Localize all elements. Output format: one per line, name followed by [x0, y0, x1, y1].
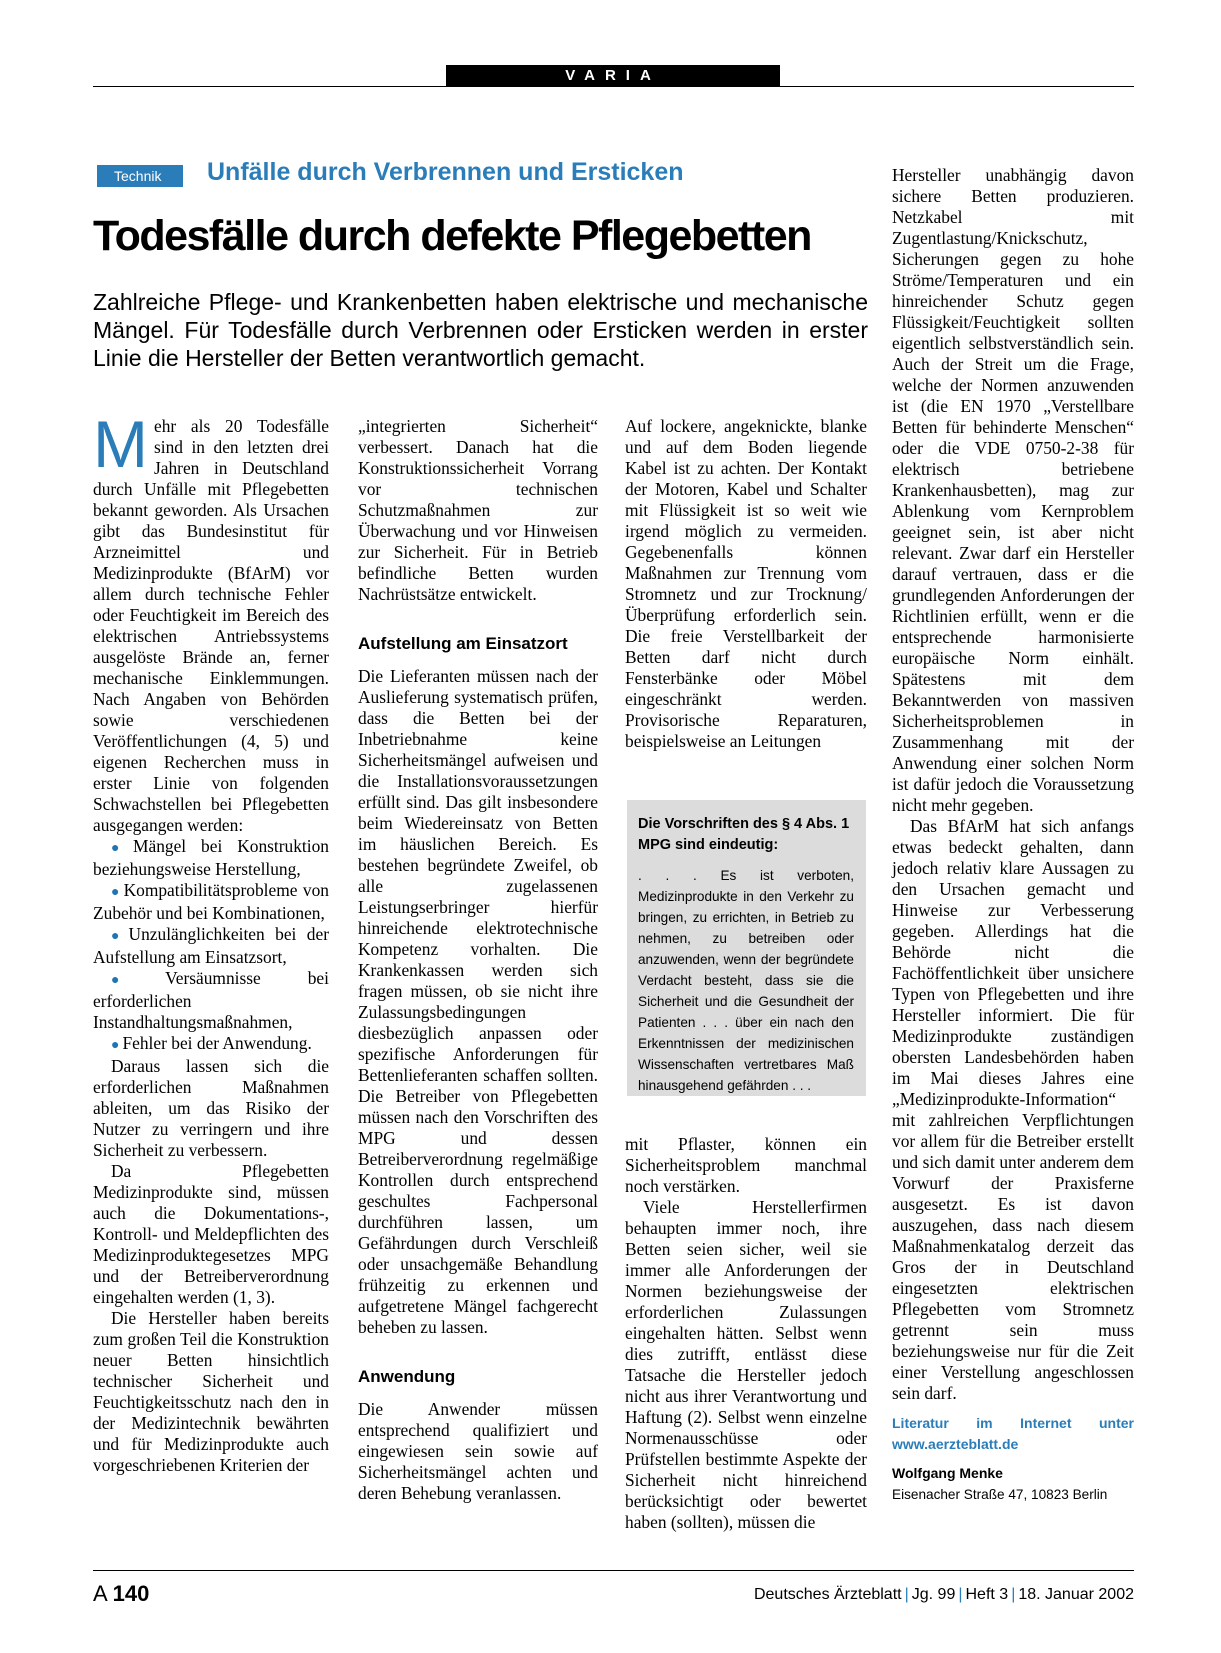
paragraph: „integrierten Sicherheit“ verbessert. Danach hat die Konstruktionssicherheit Vorrang vor technischen Schutzmaßnahmen zur Überwachung und vor Hinweisen zur Sicherheit. Für in Betrieb befindliche Betten wurden Nachrüstsätze entwickelt. [358, 416, 598, 604]
bullet-item: ● Versäumnisse bei erforderlichen Instandhaltungsmaßnahmen, [93, 968, 329, 1032]
bullet-icon: ● [111, 973, 163, 988]
paragraph: Das BfArM hat sich anfangs etwas bedeckt gehalten, dann jedoch relativ klare Aussagen zu den Ursachen gemacht und Hinweise zur Verbesserung gegeben. Allerdings hat die Behörde nicht die Fachöffentlichkeit über unsichere Typen von Pflegebetten und ihre Hersteller informiert. Die für Medizinprodukte zuständigen obersten Landesbehörden haben im Mai dieses Jahres eine „Medizinprodukte-Information“ mit zahlreichen Verpflichtungen vor allem für die Betreiber erstellt und sich damit unter anderem dem Vorwurf der Praxisferne ausgesetzt. Es ist davon auszugehen, dass nach diesem Maßnahmenkatalog derzeit das Gros der in Deutschland eingesetzten elektrischen Pflegebetten vom Stromnetz getrennt sein muss beziehungsweise nur für die Zeit einer Verstellung angeschlossen sein darf. [892, 816, 1134, 1403]
bullet-item: ● Unzulänglichkeiten bei der Aufstellung am Einsatzsort, [93, 924, 329, 967]
headline: Todesfälle durch defekte Pflegebetten [93, 212, 811, 260]
lead-paragraph: Zahlreiche Pflege- und Krankenbetten haben elektrische und mechanische Mängel. Für Todesfälle durch Verbrennen oder Ersticken werden in erster Linie die Hersteller der Betten verantwortlich gemacht. [93, 289, 868, 371]
column-2 [358, 416, 598, 1504]
rubric-badge: Technik [97, 165, 183, 187]
page-number: A 140 [93, 1581, 150, 1606]
paragraph: Auf lockere, angeknickte, blanke und auf dem Boden liegende Kabel ist zu achten. Der Kontakt der Motoren, Kabel und Schalter mit Flüssigkeit ist so weit wie irgend möglich zu vermeiden. Gegebenenfalls können Maßnahmen zur Trennung vom Stromnetz und zur Trocknung/Überprüfung erforderlich sein. Die freie Verstellbarkeit der Betten darf nicht durch Fensterbänke oder Möbel eingeschränkt werden. Provisorische Reparaturen, beispielsweise an Leitungen [625, 416, 867, 751]
info-box [627, 800, 866, 1096]
paragraph: mit Pflaster, können ein Sicherheitsproblem manchmal noch verstärken. [625, 1134, 867, 1196]
literature-link[interactable]: Literatur im Internet unter www.aerzteblatt.de [892, 1415, 1134, 1452]
journal-issue: Heft 3 [965, 1586, 1009, 1603]
subheading: Aufstellung am Einsatzort [358, 634, 568, 653]
bullet-icon: ● [111, 841, 131, 856]
bullet-item: ● Fehler bei der Anwendung. [111, 1033, 312, 1053]
paragraph: Daraus lassen sich die erforderlichen Maßnahmen ableiten, um das Risiko der Nutzer zu verringern und ihre Sicherheit zu verbessern. [93, 1056, 329, 1160]
author-name: Wolfgang Menke [892, 1465, 1003, 1481]
paragraph: Viele Herstellerfirmen behaupten immer noch, ihre Betten seien sicher, weil sie immer alle Anforderungen der Normen beziehungsweise der erforderlichen Zulassungen eingehalten hätten. Selbst wenn dies zutrifft, entlässt diese Tatsache die Hersteller jedoch nicht aus ihrer Verantwortung und Haftung (2). Selbst wenn einzelne Normenausschüsse oder Prüfstellen bestimmte Aspekte der Sicherheit nicht hinreichend berücksichtigt oder bewertet haben (sollten), müssen die [625, 1197, 867, 1532]
bullet-icon: ● [111, 929, 126, 944]
column-3-lower [625, 1134, 867, 1533]
paragraph: Da Pflegebetten Medizinprodukte sind, müssen auch die Dokumentations-, Kontroll- und Meldepflichten des Medizinproduktegesetzes MPG und der Betreiberverordnung eingehalten werden (1, 3). [93, 1161, 329, 1307]
journal-volume: Jg. 99 [911, 1586, 956, 1603]
paragraph: Die Anwender müssen entsprechend qualifiziert und eingewiesen sein sowie auf Sicherheitsmängel achten und deren Behebung veranlassen. [358, 1399, 598, 1503]
drop-cap: M [93, 407, 148, 481]
bullet-item: ● Kompatibilitätsprobleme von Zubehör und bei Kombinationen, [93, 880, 329, 923]
paragraph: Hersteller unabhängig davon sichere Betten produzieren. Netzkabel mit Zugentlastung/Knickschutz, Sicherungen gegen zu hohe Ströme/Temperaturen und ein hinreichender Schutz gegen Flüssigkeit/Feuchtigkeit sollten eigentlich selbstverständlich sein. Auch der Streit um die Frage, welche der Normen anzuwenden ist (die EN 1970 „Verstellbare Betten für behinderte Menschen“ oder die VDE 0750-2-38 für elektrisch betriebene Krankenhausbetten), mag zur Ablenkung vom Kernproblem geeignet sein, ist aber nicht relevant. Zwar darf ein Hersteller darauf vertrauen, dass er die grundlegenden Anforderungen der Richtlinien erfüllt, wenn er die entsprechende harmonisierte europäische Norm einhält. Spätestens mit dem Bekanntwerden von massiven Sicherheitsproblemen in Zusammenhang mit der Anwendung einer solchen Norm ist dafür jedoch die Voraussetzung nicht mehr gegeben. [892, 165, 1134, 815]
bullet-icon: ● [111, 885, 121, 900]
info-box-text: . . . Es ist verboten, Medizinprodukte in den Verkehr zu bringen, zu errichten, in Betrieb zu nehmen, zu betreiben oder anzuwenden, wenn der begründete Verdacht besteht, dass sie die Sicherheit und die Gesundheit der Patienten . . . über ein nach den Erkenntnissen der medizinischen Wissenschaften vertretbares Maß hinausgehend gefährden . . . [638, 868, 854, 1093]
bullet-icon: ● [111, 1038, 120, 1053]
column-4 [892, 165, 1134, 1505]
paragraph: Die Lieferanten müssen nach der Auslieferung systematisch prüfen, dass die Betten bei der Inbetriebnahme keine Sicherheitsmängel aufweisen und die Installationsvoraussetzungen erfüllt sind. Das gilt insbesondere beim Wiedereinsatz von Betten im häuslichen Bereich. Es bestehen begründete Zweifel, ob alle zugelassenen Leistungserbringer hierfür hinreichende elektrotechnische Kompetenz vorhalten. Die Krankenkassen werden sich fragen müssen, ob sie nicht ihre Zulassungsbedingungen diesbezüglich anpassen oder spezifische Anforderungen für Bettenlieferanten schaffen sollten. Die Betreiber von Pflegebetten müssen nach den Vorschriften des MPG und dessen Betreiberverordnung regelmäßige Kontrollen durch entsprechend geschultes Fachpersonal durchführen lassen, um Gefährdungen durch Verschleiß oder unsachgemäße Behandlung frühzeitig zu erkennen und aufgetretene Mängel fachgerecht beheben zu lassen. [358, 666, 598, 1337]
overtitle: Unfälle durch Verbrennen und Ersticken [207, 158, 684, 186]
author-address: Eisenacher Straße 47, 10823 Berlin [892, 1487, 1108, 1502]
footer-rule [93, 1570, 1134, 1571]
column-1 [93, 407, 329, 1476]
column-3-upper [625, 416, 867, 752]
journal-footer: Deutsches Ärzteblatt | Jg. 99 | Heft 3 | 18. Januar 2002 [753, 1586, 1134, 1603]
subheading: Anwendung [358, 1367, 456, 1386]
journal-name: Deutsches Ärzteblatt [753, 1586, 902, 1603]
journal-date: 18. Januar 2002 [1018, 1586, 1134, 1603]
info-box-title: Die Vorschriften des § 4 Abs. 1 MPG sind eindeutig: [638, 816, 850, 853]
section-label: VARIA [446, 65, 780, 87]
paragraph: Mehr als 20 Todesfälle sind in den letzten drei Jahren in Deutschland durch Unfälle mit Pflegebetten bekannt geworden. Als Ursachen gibt das Bundesinstitut für Arzneimittel und Medizinprodukte (BfArM) vor allem durch technische Fehler oder Feuchtigkeit im Bereich des elektrischen Antriebssystems ausgelöste Brände an, ferner mechanische Einklemmungen. Nach Angaben von Behörden sowie verschiedenen Veröffentlichungen (4, 5) und eigenen Recherchen muss in erster Linie von folgenden Schwachstellen bei Pflegebetten ausgegangen werden: [93, 407, 329, 835]
paragraph: Die Hersteller haben bereits zum großen Teil die Konstruktion neuer Betten hinsichtlich technischer Sicherheit und Feuchtigkeitsschutz nach den in der Medizintechnik bewährten und für Medizinprodukte auch vorgeschriebenen Kriterien der [93, 1308, 329, 1475]
bullet-item: ● Mängel bei Konstruktion beziehungsweise Herstellung, [93, 836, 329, 879]
